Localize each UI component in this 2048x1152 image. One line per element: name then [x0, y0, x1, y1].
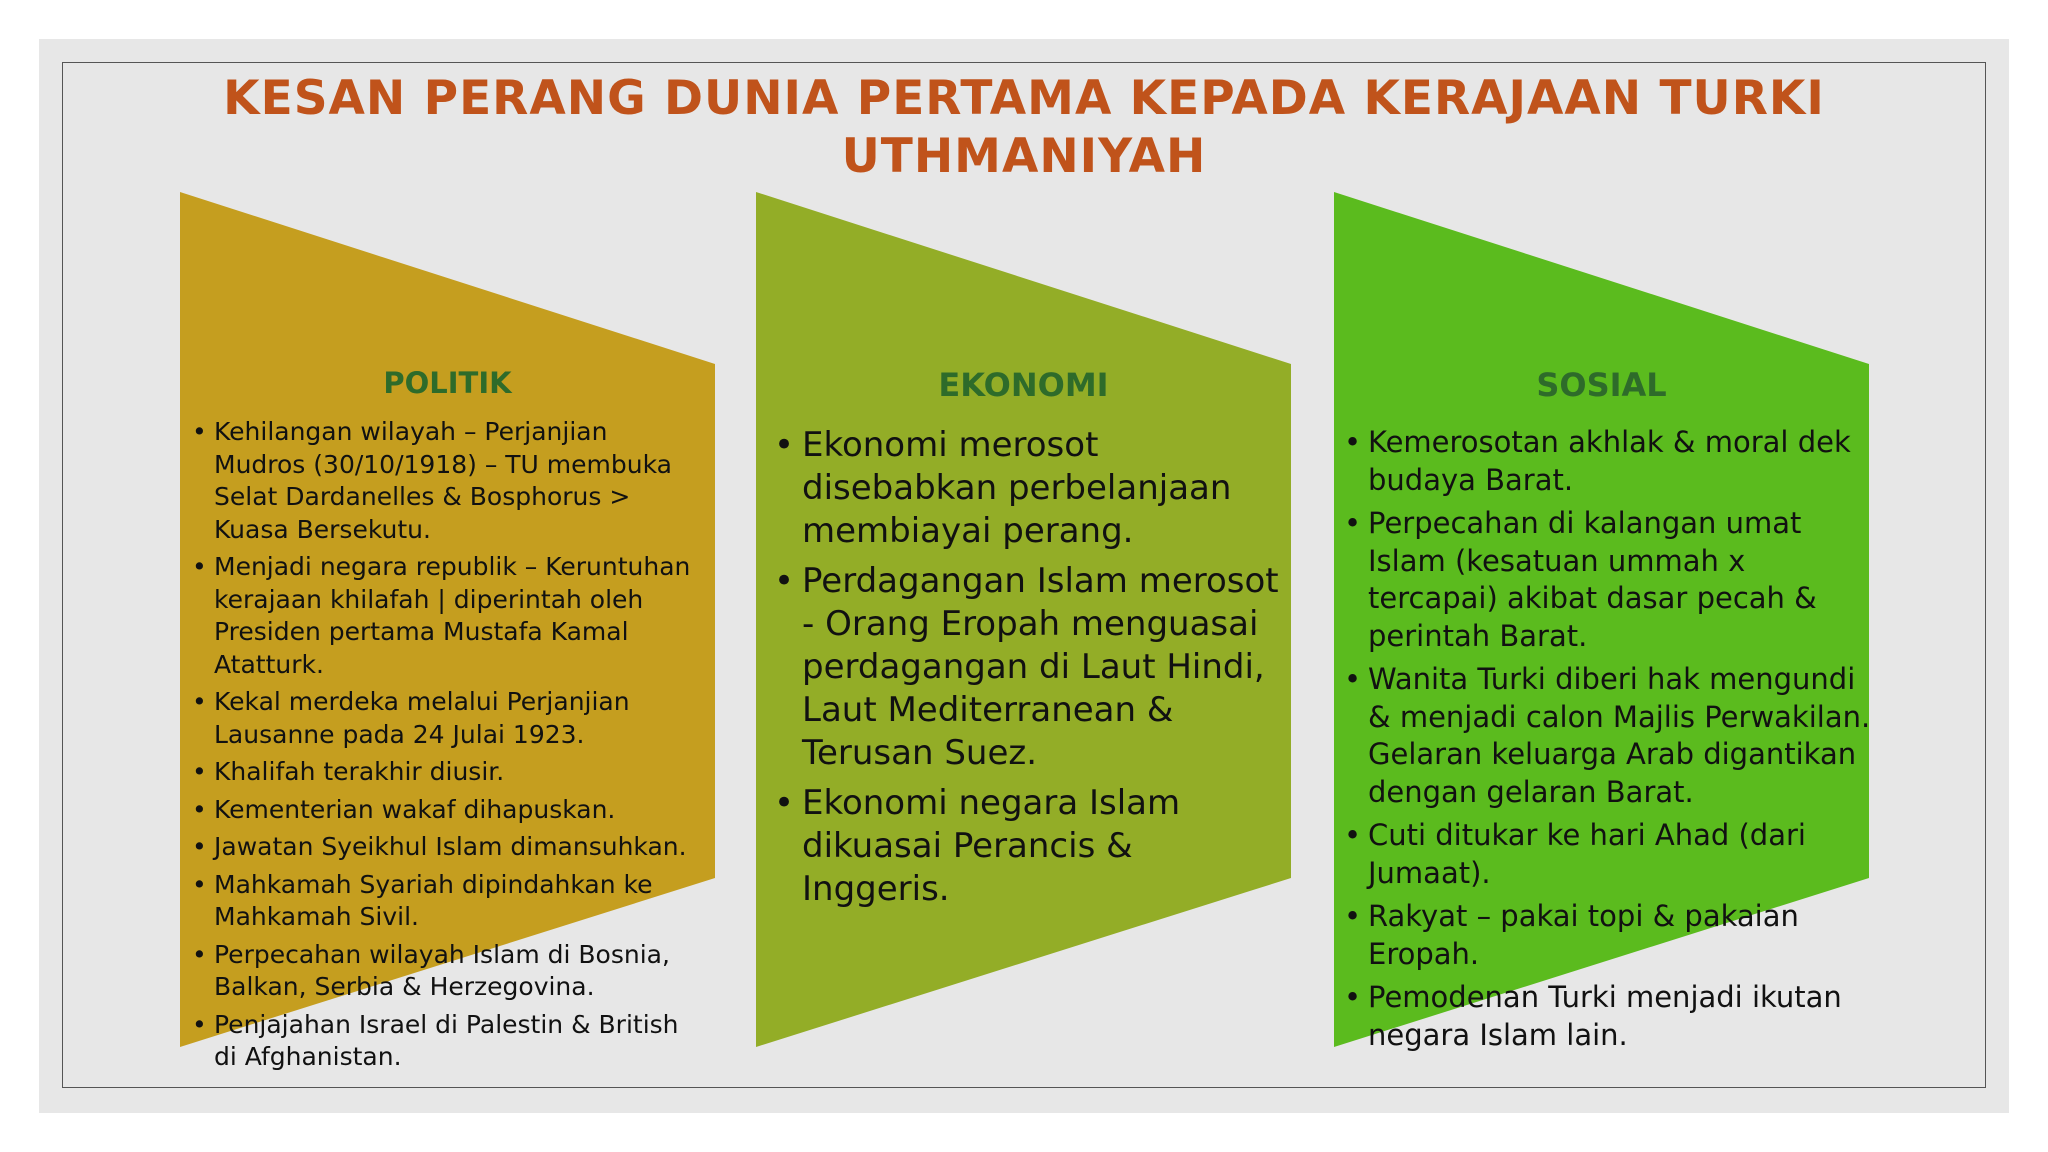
list-item: • Ekonomi merosot disebabkan perbelanjaan membiayai perang.	[802, 424, 1282, 553]
sosial-list	[1368, 424, 1876, 1060]
list-item: • Ekonomi negara Islam dikuasai Perancis & Inggeris.	[802, 782, 1282, 911]
list-item: • Khalifah terakhir diusir.	[214, 756, 704, 789]
list-item: • Jawatan Syeikhul Islam dimansuhkan.	[214, 831, 704, 864]
list-item: • Kemerosotan akhlak & moral dek budaya Barat.	[1368, 424, 1876, 499]
list-item: • Perpecahan di kalangan umat Islam (kesatuan ummah x tercapai) akibat dasar pecah & perintah Barat.	[1368, 505, 1876, 655]
list-item: • Cuti ditukar ke hari Ahad (dari Jumaat).	[1368, 817, 1876, 892]
list-item: • Kementerian wakaf dihapuskan.	[214, 794, 704, 827]
list-item: • Perpecahan wilayah Islam di Bosnia, Balkan, Serbia & Herzegovina.	[214, 939, 704, 1004]
ekonomi-heading: EKONOMI	[938, 366, 1109, 404]
list-item: • Rakyat – pakai topi & pakaian Eropah.	[1368, 898, 1876, 973]
sosial-heading: SOSIAL	[1536, 366, 1667, 404]
list-item: • Pemodenan Turki menjadi ikutan negara Islam lain.	[1368, 979, 1876, 1054]
list-item: • Menjadi negara republik – Keruntuhan kerajaan khilafah | diperintah oleh Presiden pertama Mustafa Kamal Atatturk.	[214, 551, 704, 681]
list-item: • Wanita Turki diberi hak mengundi & menjadi calon Majlis Perwakilan. Gelaran keluarga Arab digantikan dengan gelaran Barat.	[1368, 661, 1876, 811]
slide-title: KESAN PERANG DUNIA PERTAMA KEPADA KERAJAAN TURKI UTHMANIYAH	[223, 71, 1825, 184]
ekonomi-list	[802, 424, 1282, 918]
politik-heading: POLITIK	[383, 366, 512, 400]
list-item: • Perdagangan Islam merosot - Orang Eropah menguasai perdagangan di Laut Hindi, Laut Mediterranean & Terusan Suez.	[802, 560, 1282, 775]
list-item: • Kekal merdeka melalui Perjanjian Lausanne pada 24 Julai 1923.	[214, 686, 704, 751]
list-item: • Penjajahan Israel di Palestin & British di Afghanistan.	[214, 1009, 704, 1074]
list-item: • Mahkamah Syariah dipindahkan ke Mahkamah Sivil.	[214, 869, 704, 934]
politik-list	[214, 416, 704, 1079]
list-item: • Kehilangan wilayah – Perjanjian Mudros (30/10/1918) – TU membuka Selat Dardanelles & Bosphorus > Kuasa Bersekutu.	[214, 416, 704, 546]
